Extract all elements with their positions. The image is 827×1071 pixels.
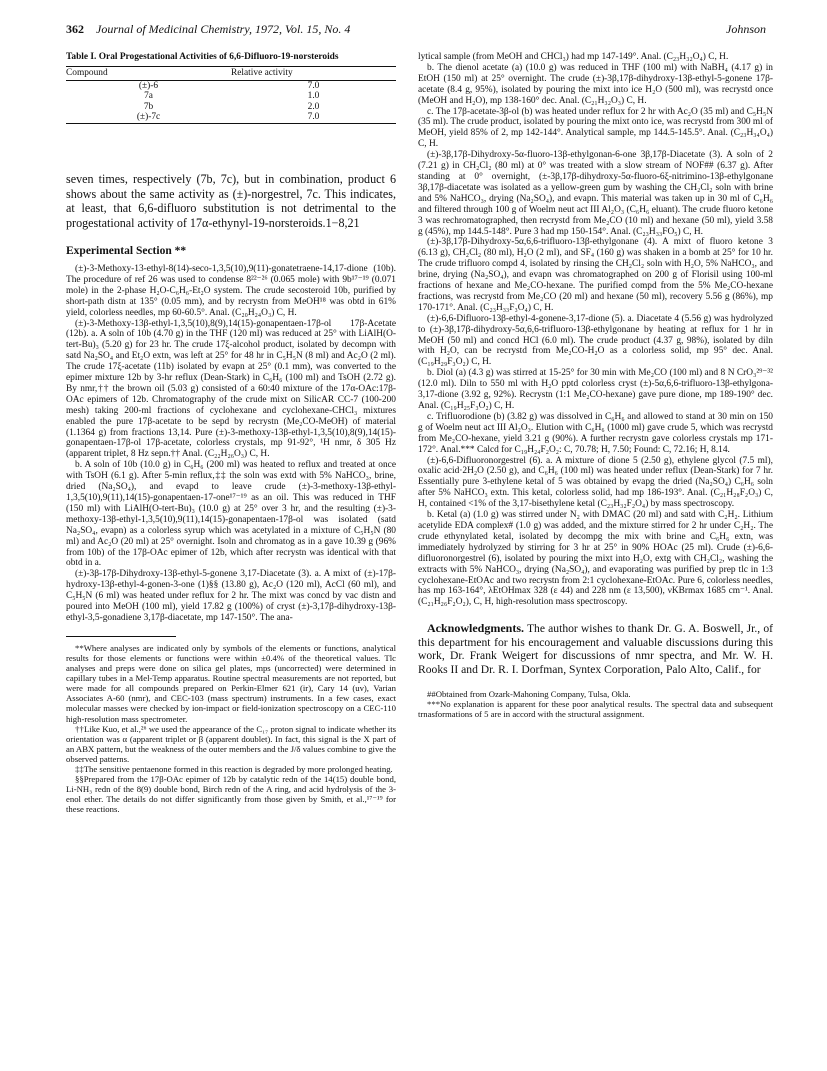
right-column: [418, 52, 773, 719]
acknowledgments-heading: Acknowledgments.: [427, 621, 525, 636]
table-cell-compound: (±)-6: [138, 80, 159, 91]
footnote: ††Like Kuo, et al.,²⁶ we used the appearance of the C₁₇ proton signal to indicate whether its orientation was α (apparent triplet or β (apparent doublet). In fact, this signal is the X part of an ABX pattern, but the weakness of the outer members and the J/δ values combine to give the observed patterns.: [66, 723, 396, 764]
table-cell-activity: 7.0: [231, 112, 396, 124]
experimental-paragraph: c. The 17β-acetate-3β-ol (b) was heated under reflux for 2 hr with Ac₂O (35 ml) and C₅H₅N (35 ml). The crude product, isolated by pouring the mixt onto ice, was recrystd from 300 ml of MeOH, yield 85% of 2, mp 142-144°. Analytical sample, mp 144.5-145.5°. Anal. (C₂₃H₃₄O₄) C, H.: [418, 106, 773, 150]
experimental-paragraph: (±)-3β-17β-Dihydroxy-13β-ethyl-5-gonene 3,17-Diacetate (3). a. A mixt of (±)-17β-hydroxy-13β-ethyl-4-gonen-3-one (1)§§ (13.80 g), Ac₂O (120 ml), AcCl (60 ml), and C₅H₅N (6 ml) was heated under reflux for 2 hr. The mixt was concd by vac distn and poured into MeOH (100 ml), yield 17.82 g (100%) of cryst (±)-3,17β-dihydroxy-13β-ethyl-3,5-gonadiene 3,17β-diacetate, mp 147-150°. The ana-: [66, 569, 396, 623]
acknowledgments-text: The author wishes to thank Dr. G. A. Boswell, Jr., of this department for his encouragement and valuable discussions during this work, Dr. Frank Weigert for discussions of nmr spectra, and Mr. W. H. Rooks II and Dr. R. I. Dorfman, Syntex Corporation, Palo Alto, Calif., for: [418, 622, 773, 676]
activity-table: [66, 66, 396, 125]
acknowledgments: [418, 622, 773, 676]
journal-citation: Journal of Medicinal Chemistry, 1972, Vol. 15, No. 4: [96, 22, 351, 36]
footnote: ‡‡The sensitive pentaenone formed in this reaction is degraded by more prolonged heating.: [75, 764, 393, 774]
table-row: [66, 80, 396, 91]
experimental-paragraph: b. Diol (a) (4.3 g) was stirred at 15-25° for 30 min with Me₂CO (100 ml) and 8 N CrO₃²⁹⁻³² (12.0 ml). Diln to 550 ml with H₂O pptd colorless cryst (±)-5α,6,6-trifluoro-13β-ethylgona-3,17-dione (3.92 g, 92%). Recrystn (1:1 Me₂CO-hexane) gave pure dione, mp 189-190° dec. Anal. (C₁₉H₂₅F₃O₂) C, H.: [418, 368, 773, 411]
experimental-paragraph: (±)-6,6-Difluoronorgestrel (6). a. A mixture of dione 5 (2.50 g), ethylene glycol (7.5 ml), oxalic acid·2H₂O (2.50 g), and C₆H₆ (100 ml) was heated under reflux (Dean-Stark) for 7 hr. Essentially pure 3-ethylene ketal of 5 was obtained by evapg the dried (Na₂SO₄) C₆H₆ soln after 5% NaHCO₃ extn. This ketal, colorless solid, had mp 186-193°. Anal. (C₂₁H₂₈F₂O₃) C, H, contained <1% of the 3,17-bisethylene ketal (C₂₃H₃₂F₂O₄) by mass spectroscopy.: [418, 455, 773, 510]
right-footnotes: [418, 689, 773, 719]
running-author: Johnson: [726, 22, 766, 36]
experimental-paragraph: b. The dienol acetate (a) (10.0 g) was reduced in THF (100 ml) with NaBH₄ (4.17 g) in EtOH (150 ml) at 25° overnight. The crude (±)-3β,17β-dihydroxy-13β-ethyl-5-gonene 17β-acetate (8.4 g, 95%), isolated by pouring the mixt into ice H₂O (500 ml), was recrystd once (MeOH and H₂O), mp 138-160° dec. Anal. (C₂₁H₃₂O₃) C, H.: [418, 62, 773, 106]
experimental-paragraph: (±)-3-Methoxy-13β-ethyl-1,3,5(10),8(9),14(15)-gonapentaen-17β-ol 17β-Acetate (12b). a. A soln of 10b (4.70 g) in the THF (120 ml) was reduced at 25° with LiAlH(O-tert-Bu)₃ (5.20 g) for 23 hr. The crude 17ξ-alcohol product, isolated by decompn with satd Na₂SO₄ and Et₂O extn, was left at 25° for 48 hr in C₅H₅N (8 ml) and Ac₂O (2 ml). The crude 17ξ-acetate (11b) isolated by evapn at 25° (0.1 mm), was converted to the epimer mixture 12b by 3-hr reflux (Dean-Stark) in C₆H₆ (100 ml) and TsOH (2.72 g). By nmr,†† the brown oil (5.03 g) consisted of a 60:40 mixture of the 17α-OAc:17β-OAc epimers of 12b. Chromatography of the crude mixt on SilicAR CC-7 (100-200 mesh) taking 200-ml fractions of cyclohexane and cyclohexane-CHCl₃ mixtures enabled the pure 17β-acetate to be sepd by recrystn (Me₂CO-MeOH) of material (1.1364 g) from fractions 13,14. Pure (±)-3-methoxy-13β-ethyl-1,3,5(10),8(9),14(15)-gonapentaen-17β-ol 17β-acetate, colorless crystals, mp 91-92°, ¹H nmr, δ 305 Hz (apparent triplet, 8 Hz sepn.†† Anal. (C₂₂H₂₆O₃) C, H.: [66, 318, 396, 460]
section-heading: Experimental Section **: [66, 245, 187, 258]
table-title: Table I. Oral Progestational Activities of 6,6-Difluoro-19-norsteroids: [66, 52, 339, 62]
running-header: [66, 22, 766, 40]
footnote: ##Obtained from Ozark-Mahoning Company, Tulsa, Okla.: [427, 688, 631, 699]
left-column: [66, 52, 396, 814]
table-cell-activity: 1.0: [307, 91, 320, 102]
experimental-paragraph: (±)-3β,17β-Dihydroxy-5α-fluoro-13β-ethylgonan-6-one 3β,17β-Diacetate (3). A soln of 2 (7.21 g) in CH₂Cl₂ (80 ml) at 0° was treated with a slow stream of NOF## (6.37 g). After standing at 0° overnight, (±-3β,17β-dihydroxy-5α-fluoro-6ξ-nitrimino-13β-ethylgonane 3β,17β-diacetate was isolated as a yellow-green gum by washing the CH₂Cl₂ soln with brine and 5% NaHCO₃, drying (Na₂SO₄), and evapn. This material was taken up in 30 ml of C₆H₆ and filtered through 100 g of Woelm neut act III Al₂O₃ (C₆H₆ eluant). The crude fluoro ketone 3 was rechromatographed, then recrystd from Me₂CO (10 ml) and hexane (50 ml), yield 3.58 g (45%), mp 144.5-148°. Pure 3 had mp 150-154°. Anal. (C₂₃H₃₃FO₅) C, H.: [418, 150, 773, 237]
experimental-paragraph: (±)-3β,17β-Dihydroxy-5α,6,6-trifluoro-13β-ethylgonane (4). A mixt of fluoro ketone 3 (6.13 g), CH₂Cl₂ (80 ml), H₂O (2 ml), and SF₄ (160 g) was shaken in a bomb at 25° for 10 hr. The crude trifluoro compd 4, isolated by rinsing the CH₂Cl₂ soln with H₂O, 5% NaHCO₃, and brine, drying (Na₂SO₄), and evapn was chromatographed on 200 g of Florisil using 100-ml fractions of hexane and Me₂CO-hexane. The purified compd from the 5% Me₂CO-hexane fractions, was recrystd from Me₂CO (20 ml) and hexane (50 ml), recovery 5.56 g (86%), mp 170-171°. Anal. (C₂₃H₃₃F₃O₄) C, H.: [418, 237, 773, 313]
footnote: ***No explanation is apparent for these poor analytical results. The spectral data and subsequent trnasformations of 5 are in accord with the structural assignment.: [418, 698, 773, 719]
page-number: 362: [66, 22, 84, 36]
footnote-divider: [66, 636, 176, 637]
table-header-activity: Relative activity: [231, 66, 396, 80]
table-row: [66, 102, 396, 112]
body-text-lead: seven times, respectively (7b, 7c), but in combination, product 6 shows about the same activity as (±)-norgestrel, 7c. This indicates, at least, that 6,6-difluoro substitution is not detrimental to the progestational activity of 17α-ethynyl-19-norsteroids.1−8,21: [66, 172, 396, 230]
footnote: §§Prepared from the 17β-OAc epimer of 12b by catalytic redn of the 14(15) double bond, Li-NH₃ redn of the 8(9) double bond, Birch redn of the A ring, and acid hydrolysis of the 3-enol ether. The details do not differ significantly from those given by Smith, et al.,¹⁷⁻¹⁹ for these reactions.: [66, 774, 396, 815]
table-cell-activity: 7.0: [307, 80, 320, 91]
table-cell-activity: 2.0: [307, 101, 320, 112]
table-row: [66, 112, 396, 124]
table-header-compound: Compound: [66, 66, 231, 80]
experimental-paragraph: lytical sample (from MeOH and CHCl₃) had mp 147-149°. Anal. (C₂₃H₃₂O₄) C, H.: [418, 52, 729, 62]
experimental-paragraph: (±)-6,6-Difluoro-13β-ethyl-4-gonene-3,17-dione (5). a. Diacetate 4 (5.56 g) was hydrolyzed to (±)-3β,17β-dihydroxy-5α,6,6-trifluoro-13β-ethylgonane by heating at reflux for 1 hr in MeOH (50 ml) and concd HCl (6.0 ml). The crude product (4.37 g, 98%), isolated by diln with H₂O, can be recrystd from Me₂CO-H₂O as a colorless solid, mp 95° dec. Anal. (C₁₉H₂₉F₃O₂) C, H.: [418, 313, 773, 368]
table-cell-compound: 7a: [144, 91, 153, 102]
footnote: **Where analyses are indicated only by symbols of the elements or functions, analytical results for those elements or functions were within ±0.4% of the theoretical values. Tlc analyses and preps were done on silica gel plates, mps (uncorrected) were determined in capillary tubes in a Mel-Temp apparatus. Routine spectral measurements are not reported, but were made for all compounds prepared on Perkin-Elmer 621 (ir), Cary 14 (uv), Varian Associates A-60 (nmr), and CEC-103 (mass spectrum) instruments. In a few cases, exact molecular masses were checked by ion-impact or field-ionization spectroscopy on a CEC-110 high-resolution mass spectrometer.: [66, 642, 396, 724]
experimental-paragraph: b. A soln of 10b (10.0 g) in C₆H₆ (200 ml) was heated to reflux and treated at once with TsOH (6.1 g). After 5-min reflux,‡‡ the soln was extd with 5% NaHCO₃, brine, dried (Na₂SO₄), and evapd to leave crude (±)-3-methoxy-13β-ethyl-1,3,5(10),9(11),14(15)-gonapentaen-17-one¹⁷⁻¹⁹ as an oil. This was reduced in THF (150 ml) with LiAlH(O-tert-Bu)₃ (10.0 g) at 25° over 3 hr, and the resulting (±)-3-methoxy-13β-ethyl-1,3,5(10),9(11),14(15)-gonapentaen-17β-ol was isolated (satd Na₂SO₄, evapn) as a colorless syrup which was acetylated in a mixture of C₅H₅N (80 ml) and Ac₂O (20 ml) at 25° overnight. Isoln and chromatog as in a gave 10.39 g (96% from 10b) of the 17β-OAc epimer of 12b, which after recrystn was identical with that obtd in a.: [66, 460, 396, 569]
table-row: [66, 91, 396, 101]
experimental-paragraph: c. Trifluorodione (b) (3.82 g) was dissolved in C₆H₆ and allowed to stand at 30 min on 150 g of Woelm neut act III Al₂O₃. Elution with C₆H₆ (1000 ml) gave crude 5, which was recrystd from Me₂CO-hexane, yield 3.21 g (90%). A further recrystn gave colorless crystals mp 171-172°. Anal.*** Calcd for C₁₉H₂₄F₂O₂: C, 70.78; H, 7.50; Found: C, 72.16; H, 8.14.: [418, 411, 773, 455]
table-cell-compound: 7b: [143, 101, 154, 112]
experimental-paragraph: b. Ketal (a) (1.0 g) was stirred under N₂ with DMAC (20 ml) and satd with C₂H₂. Lithium acetylide EDA complex# (1.0 g) was added, and the mixture stirred for 2 hr under C₂H₂. The crude ethynylated ketal, isolated by decompg the mix with brine and C₆H₆ extn, was immediately hydrolyzed by stirring for 3 hr at 25° in 90% HOAc (25 ml). Crude (±)-6,6-difluoronorgestrel (6), isolated by pouring the mixt into H₂O, extg with CH₂Cl₂, washing the extracts with 5% NaHCO₃, drying (Na₂SO₄), and evaporating was purified by prep tlc in 1:3 cyclohexane-EtOAc and two recrystn from 2:1 cyclohexane-EtOAc. Pure 6, colorless needles, has mp 163-164°, λEtOHmax 328 (ε 44) and 228 nm (ε 13,500), νKBrmax 1685 cm⁻¹. Anal. (C₂₁H₂₆F₂O₂), C, H, high-resolution mass spectroscopy.: [418, 510, 773, 608]
experimental-paragraph: (±)-3-Methoxy-13-ethyl-8(14)-seco-1,3,5(10),9(11)-gonatetraene-14,17-dione (10b). The procedure of ref 26 was used to condense 8²²⁻²⁶ (0.065 mole) with 9b¹⁷⁻¹⁹ (0.071 mole) in the 2-phase H₂O-C₆H₆-Et₂O system. The crude secosteroid 10b, purified by short-path distn at 135° (0.05 mm), and by recrystn from MeOH¹⁸ was obtd in 61% yield, colorless needles, mp 60-60.5°. Anal. (C₂₀H₂₄O₃) C, H.: [66, 263, 396, 318]
table-cell-compound: (±)-7c: [66, 112, 231, 124]
